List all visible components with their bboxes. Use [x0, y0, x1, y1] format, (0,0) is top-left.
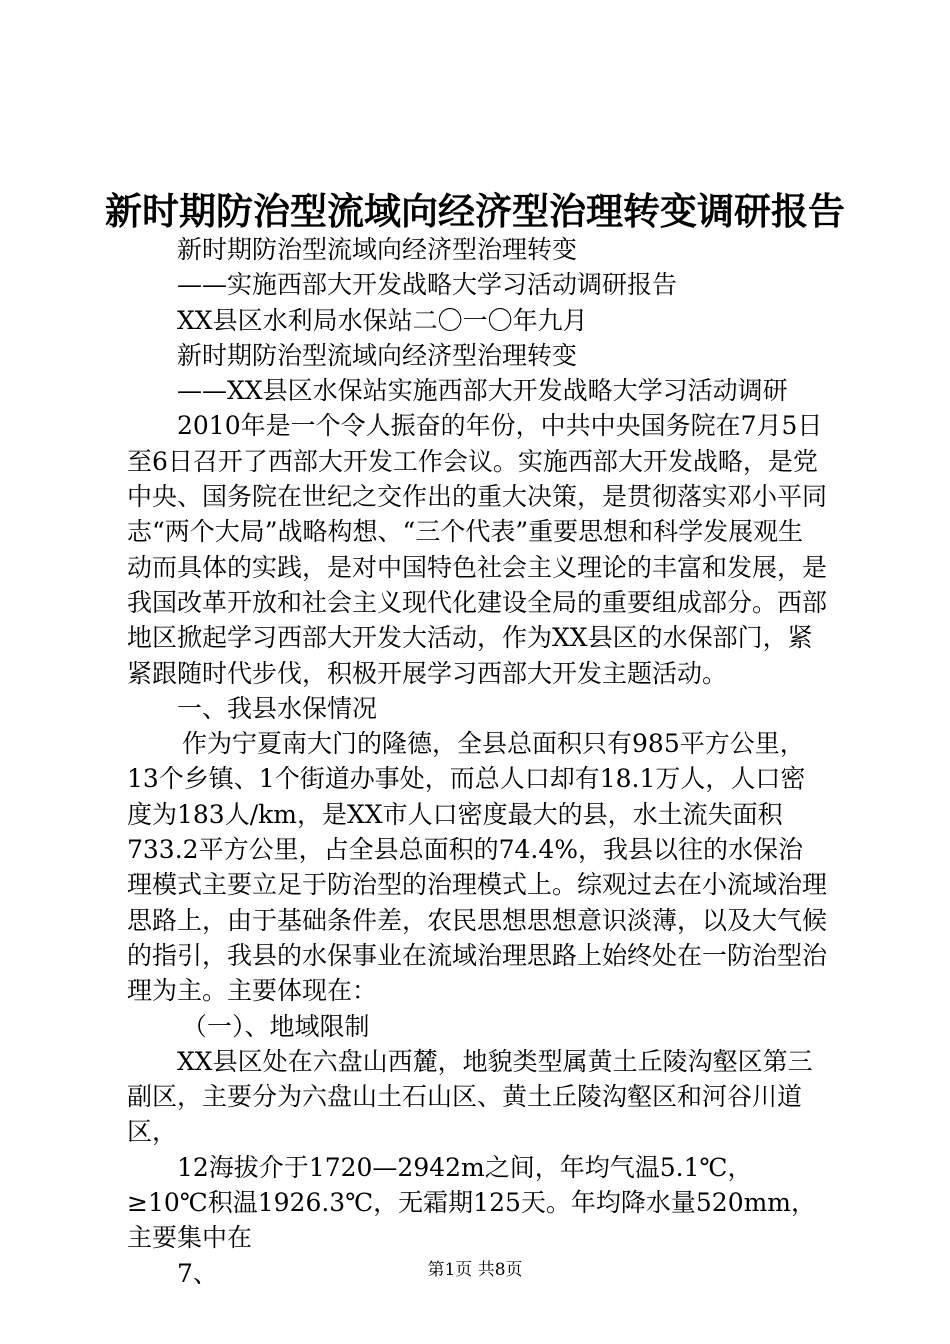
body-paragraph: 12海拔介于1720—2942m之间，年均气温5.1℃，≥10℃积温1926.3℃，无霜期125天。年均降水量520mm，主要集中在	[127, 1152, 817, 1253]
body-paragraph: 作为宁夏南大门的隆德，全县总面积只有985平方公里，13个乡镇、1个街道办事处，而总人口却有18.1万人，人口密度为183人/km，是XX市人口密度最大的县，水土流失面积733.2平方公里，占全县总面积的74.4%，我县以往的水保治理模式主要立足于防治型的治理模式上。综观过去在小流域治理思路上，由于基础条件差，农民思想思想意识淡薄，以及大气候的指引，我县的水保事业在流域治理思路上始终处在一防治型治理为主。主要体现在：	[127, 729, 828, 1006]
document-body	[127, 232, 827, 1291]
page-footer: 第1页 共8页	[427, 1260, 523, 1280]
subtitle-line: ——实施西部大开发战略大学习活动调研报告	[177, 270, 678, 300]
subtitle-line: ——XX县区水保站实施西部大开发战略大学习活动调研	[177, 376, 788, 406]
body-paragraph: 7、	[177, 1258, 218, 1288]
subtitle-line: 新时期防治型流域向经济型治理转变	[177, 340, 578, 370]
body-paragraph: 2010年是一个令人振奋的年份，中共中央国务院在7月5日至6日召开了西部大开发工作会议。实施西部大开发战略，是党中央、国务院在世纪之交作出的重大决策，是贯彻落实邓小平同志“两个大局”战略构想、“三个代表”重要思想和科学发展观生动而具体的实践，是对中国特色社会主义理论的丰富和发展，是我国改革开放和社会主义现代化建设全局的重要组成部分。西部地区掀起学习西部大开发大活动，作为XX县区的水保部门，紧紧跟随时代步伐，积极开展学习西部大开发主题活动。	[127, 411, 828, 688]
document-title: 新时期防治型流域向经济型治理转变调研报告	[105, 189, 845, 233]
section-heading: 一、我县水保情况	[177, 693, 378, 723]
body-paragraph: XX县区处在六盘山西麓，地貌类型属黄土丘陵沟壑区第三副区，主要分为六盘山土石山区、黄土丘陵沟壑区和河谷川道区，	[127, 1046, 813, 1147]
subsection-heading: （一）、地域限制	[182, 1011, 370, 1041]
subtitle-line: 新时期防治型流域向经济型治理转变	[177, 235, 578, 264]
author-line: XX县区水利局水保站二〇一〇年九月	[177, 305, 588, 335]
